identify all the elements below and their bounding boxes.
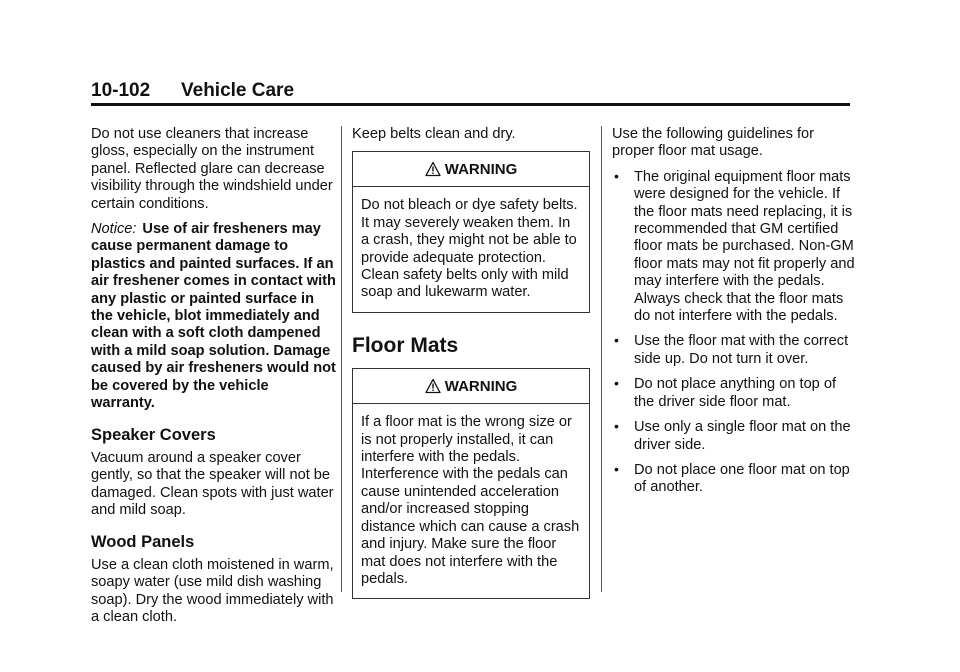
list-item: [612, 419, 857, 454]
wood-panels-heading: Wood Panels: [91, 532, 195, 551]
speaker-covers-paragraph: Vacuum around a speaker cover gently, so that the speaker will not be damaged. Clean spots with just water and mild soap.: [91, 449, 334, 519]
warning-text: Do not bleach or dye safety belts. It may severely weaken them. In a crash, they might not be able to provide adequate protection. Clean safety belts only with mild soap and lukewarm water.: [361, 197, 578, 301]
bullet-icon: •: [614, 332, 619, 349]
safety-belt-warning-box: [352, 151, 590, 312]
warning-triangle-icon: [425, 378, 441, 394]
belts-paragraph: Keep belts clean and dry.: [352, 126, 516, 142]
list-item: [612, 376, 857, 411]
warning-title: WARNING: [444, 160, 518, 178]
list-item: [612, 462, 857, 497]
bullet-icon: •: [614, 167, 619, 184]
notice-text: Use of air fresheners may cause permanent damage to plastics and painted surfaces. If an air freshener comes in contact with any plastic or painted surface in the vehicle, blot immediately and clean with a soft cloth dampened with a mild soap solution. Damage caused by air fresheners would not be covered by the vehicle warranty.: [91, 221, 336, 412]
bullet-icon: •: [614, 375, 619, 392]
warning-header: [353, 369, 589, 404]
bullet-icon: •: [614, 418, 619, 435]
wood-panels-paragraph: Use a clean cloth moistened in warm, soapy water (use mild dish washing soap). Dry the wood immediately with a clean cloth.: [91, 556, 334, 626]
floor-mat-warning-box: [352, 368, 590, 599]
warning-text: If a floor mat is the wrong size or is not properly installed, it can interfere with the pedals. Interference with the pedals can cause unintended acceleration and/or increased stopping distance which can cause a crash and injury. Make sure the floor mat does not interfere with the pedals.: [361, 414, 580, 587]
section-title: Vehicle Care: [181, 80, 295, 101]
floor-mat-guidelines-list: [612, 169, 857, 497]
warning-header: [353, 152, 589, 187]
list-item-text: Use only a single floor mat on the driver side.: [634, 419, 851, 453]
column-divider-1: [341, 126, 342, 592]
air-freshener-notice: [91, 221, 336, 412]
warning-title: WARNING: [444, 377, 518, 395]
speaker-covers-heading: Speaker Covers: [91, 425, 216, 444]
bullet-icon: •: [614, 460, 619, 477]
column-3: [612, 126, 857, 505]
list-item: [612, 169, 857, 326]
list-item-text: Do not place one floor mat on top of another.: [634, 461, 850, 496]
page-number: 10-102: [91, 80, 151, 101]
floor-mat-intro: Use the following guidelines for proper floor mat usage.: [612, 126, 814, 160]
list-item-text: Use the floor mat with the correct side up. Do not turn it over.: [634, 333, 849, 367]
list-item-text: Do not place anything on top of the driver side floor mat.: [634, 376, 837, 410]
list-item-text: The original equipment floor mats were designed for the vehicle. If the floor mats need replacing, it is recommended that GM certified floor mats be purchased. Non-GM floor mats may not fit properly and may interfere with the pedals. Always check that the floor mats do not interfere with the pedals.: [634, 168, 855, 325]
column-divider-2: [601, 126, 602, 592]
column-2: [352, 126, 592, 599]
warning-triangle-icon: [425, 161, 441, 177]
gloss-cleaners-paragraph: Do not use cleaners that increase gloss, especially on the instrument panel. Reflected glare can decrease visibility through the windshield under certain conditions.: [91, 126, 333, 212]
floor-mats-heading: Floor Mats: [352, 333, 459, 357]
notice-label: Notice:: [91, 221, 137, 238]
list-item: [612, 333, 857, 368]
header-rule: [91, 103, 850, 106]
column-1: [91, 126, 336, 635]
